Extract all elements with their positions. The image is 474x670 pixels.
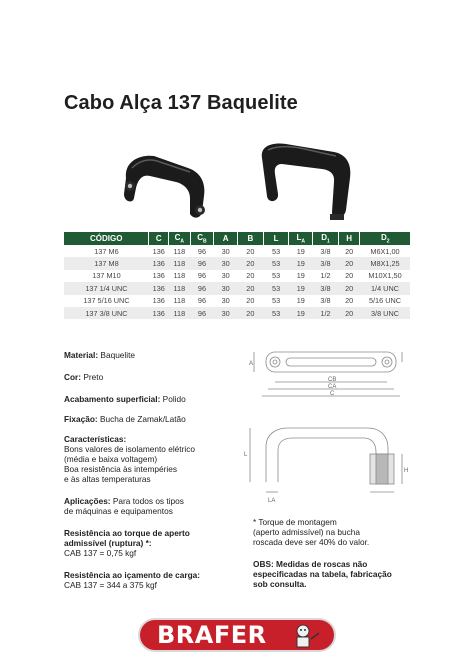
table-cell: 19 [289, 257, 313, 269]
header-ca: $C_A$ [169, 232, 191, 245]
header-d1: $D_1$ [313, 232, 339, 245]
table-cell: 96 [197, 271, 207, 281]
table-cell: 118 [173, 271, 186, 281]
table-cell: 20 [246, 271, 255, 281]
table-cell: 19 [289, 307, 313, 319]
table-row [64, 307, 410, 319]
table-cell: 53 [263, 257, 289, 269]
handle-photo-side [262, 144, 351, 220]
table-cell: 30 [221, 296, 230, 306]
table-cell: 96 [197, 296, 207, 306]
table-cell: M8X1,25 [360, 257, 410, 269]
table-cell: 20 [345, 271, 354, 281]
brand-name: BRAFER [157, 621, 267, 649]
label-h: H [404, 468, 409, 474]
table-cell: 3/8 [320, 246, 331, 256]
table-cell: 136 [152, 271, 165, 281]
table-cell: 136 [152, 246, 165, 256]
table-cell: 53 [272, 271, 281, 281]
table-cell: 1/2 [313, 307, 339, 319]
spec-table [64, 232, 410, 319]
label-c: C [330, 391, 335, 397]
table-cell: 20 [338, 307, 360, 319]
label-la: LA [268, 498, 276, 504]
table-cell: 137 1/4 UNC [64, 282, 149, 294]
table-cell: 96 [190, 257, 214, 269]
table-cell: M10X1,50 [368, 271, 402, 281]
table-cell: 3/8 [313, 257, 339, 269]
table-cell: 5/16 UNC [368, 296, 402, 306]
table-cell: 20 [237, 307, 263, 319]
table-row [64, 295, 410, 307]
side-view-drawing [250, 428, 402, 492]
label-cb: CB [328, 377, 337, 383]
table-cell: 53 [263, 307, 289, 319]
table-cell: 20 [237, 257, 263, 269]
spec-fixacao: Fixação: Bucha de Zamak/Latão [64, 414, 186, 424]
label-ca: CA [328, 384, 337, 390]
table-cell: 96 [197, 246, 207, 256]
table-cell: 19 [296, 296, 305, 306]
handle-photo-angled [124, 156, 205, 218]
label-a: A [249, 361, 254, 367]
spec-aplicacoes: Aplicações: Para todos os tipos de máquinas e equipamentos [64, 496, 184, 516]
table-cell: 20 [338, 282, 360, 294]
table-cell: 30 [221, 271, 230, 281]
header-h: H [338, 232, 360, 245]
table-cell: 137 M8 [64, 257, 149, 269]
spec-cor: Cor: Preto [64, 372, 104, 382]
spec-material: Material: Baquelite [64, 350, 136, 360]
header-b: B [237, 232, 263, 245]
spec-acabamento: Acabamento superficial: Polido [64, 394, 186, 404]
table-cell: 30 [214, 257, 238, 269]
table-cell: 20 [345, 296, 354, 306]
table-cell: 96 [190, 282, 214, 294]
table-cell: 53 [263, 282, 289, 294]
label-l: L [244, 452, 248, 458]
table-cell: 20 [345, 246, 354, 256]
table-cell: 96 [190, 307, 214, 319]
table-cell: 136 [149, 282, 169, 294]
table-cell: 137 M6 [94, 246, 119, 256]
header-cb: $C_B$ [190, 232, 214, 245]
table-row [64, 270, 410, 282]
header-c: C [149, 232, 169, 245]
header-d2: $D_2$ [360, 232, 410, 245]
table-row [64, 257, 410, 269]
table-cell: 118 [173, 296, 186, 306]
table-cell: 137 5/16 UNC [83, 296, 130, 306]
table-cell: 137 3/8 UNC [64, 307, 149, 319]
table-cell: 20 [246, 246, 255, 256]
header-la: $L_A$ [289, 232, 313, 245]
table-cell: 1/4 UNC [360, 282, 410, 294]
spec-caracteristicas: Características: Bons valores de isolamento elétrico (média e baixa voltagem) Boa resistência às intempéries e às altas temperaturas [64, 434, 195, 484]
table-row [64, 282, 410, 294]
table-cell: 137 M10 [92, 271, 121, 281]
header-codigo: CÓDIGO [64, 232, 149, 245]
table-cell: 53 [272, 296, 281, 306]
table-cell: 19 [296, 271, 305, 281]
table-cell: 53 [272, 246, 281, 256]
header-l: L [263, 232, 289, 245]
brafer-logo [137, 617, 337, 653]
table-cell: 136 [149, 307, 169, 319]
table-cell: 136 [152, 296, 165, 306]
spec-icamento: Resistência ao içamento de carga: CAB 137 = 344 a 375 kgf [64, 570, 201, 590]
table-cell: M6X1,00 [370, 246, 400, 256]
table-cell: 20 [246, 296, 255, 306]
table-row [64, 245, 410, 257]
table-cell: 19 [289, 282, 313, 294]
technical-drawings [238, 342, 418, 507]
table-cell: 30 [221, 246, 230, 256]
page-title: Cabo Alça 137 Baquelite [64, 92, 298, 114]
table-cell: 118 [169, 307, 191, 319]
table-cell: 118 [169, 282, 191, 294]
table-cell: 3/8 [320, 296, 331, 306]
table-cell: 136 [149, 257, 169, 269]
table-cell: 118 [169, 257, 191, 269]
table-cell: 20 [338, 257, 360, 269]
table-cell: 30 [214, 282, 238, 294]
table-cell: 20 [237, 282, 263, 294]
obs-note: OBS: Medidas de roscas não especificadas na tabela, fabricação sob consulta. [253, 559, 392, 589]
table-cell: 19 [296, 246, 305, 256]
table-cell: 1/2 [320, 271, 331, 281]
spec-torque: Resistência ao torque de aperto admissível (ruptura) *: CAB 137 = 0,75 kgf [64, 528, 190, 558]
table-cell: 118 [173, 246, 186, 256]
product-photos [110, 138, 370, 228]
spec-table-header [64, 232, 410, 245]
torque-note: * Torque de montagem (aperto admissível) na bucha roscada deve ser 40% do valor. [253, 517, 370, 547]
table-cell: 30 [214, 307, 238, 319]
table-cell: 3/8 UNC [360, 307, 410, 319]
header-a: A [214, 232, 238, 245]
table-cell: 3/8 [313, 282, 339, 294]
